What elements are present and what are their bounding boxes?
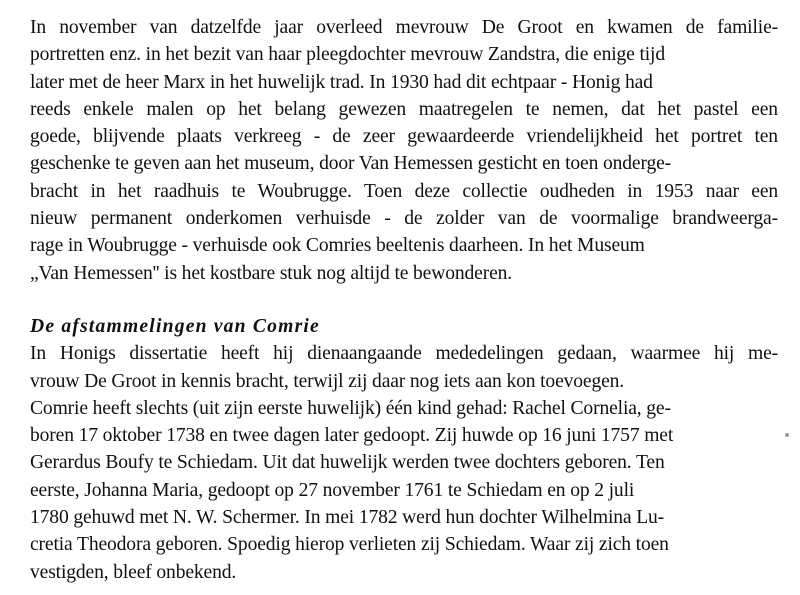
paragraph-museum-history — [30, 14, 778, 287]
text-line: geschenke te geven aan het museum, door Van Hemessen gesticht en toen onderge- — [30, 153, 672, 175]
text-line: In Honigs dissertatie heeft hij dienaangaande mededelingen gedaan, waarmee hij me- — [30, 343, 779, 365]
text-line: reeds enkele malen op het belang gewezen maatregelen te nemen, dat het pastel een — [30, 98, 778, 120]
text-line: boren 17 oktober 1738 en twee dagen later gedoopt. Zij huwde op 16 juni 1757 met — [30, 425, 674, 447]
paragraph-descendants — [30, 340, 778, 586]
text-line: bracht in het raadhuis te Woubrugge. Toen deze collectie oudheden in 1953 naar een — [30, 180, 779, 202]
document-page — [30, 14, 778, 586]
text-line: portretten enz. in het bezit van haar pleegdochter mevrouw Zandstra, die enige tijd — [30, 44, 665, 66]
text-line: 1780 gehuwd met N. W. Schermer. In mei 1782 werd hun dochter Wilhelmina Lu- — [30, 507, 665, 529]
section-heading: De afstammelingen van Comrie — [30, 315, 320, 337]
text-line: „Van Hemessen'' is het kostbare stuk nog altijd te bewonderen. — [30, 262, 513, 284]
text-line: In november van datzelfde jaar overleed mevrouw De Groot en kwamen de familie- — [30, 17, 778, 38]
text-line: rage in Woubrugge - verhuisde ook Comries beeltenis daarheen. In het Museum — [30, 235, 645, 257]
text-line: Comrie heeft slechts (uit zijn eerste huwelijk) één kind gehad: Rachel Cornelia, ge- — [30, 397, 671, 419]
text-line: vrouw De Groot in kennis bracht, terwijl zij daar nog iets aan kon toevoegen. — [30, 370, 625, 392]
scan-speck — [785, 433, 789, 437]
text-line: later met de heer Marx in het huwelijk trad. In 1930 had dit echtpaar - Honig had — [30, 71, 653, 93]
paragraph-spacer — [30, 287, 778, 313]
text-line: vestigden, bleef onbekend. — [30, 561, 237, 583]
text-line: Gerardus Boufy te Schiedam. Uit dat huwelijk werden twee dochters geboren. Ten — [30, 452, 665, 474]
text-line: nieuw permanent onderkomen verhuisde - de zolder van de voormalige brandweerga- — [30, 208, 778, 230]
text-line: goede, blijvende plaats verkreeg - de zeer gewaardeerde vriendelijkheid het portret ten — [30, 126, 778, 148]
text-line: cretia Theodora geboren. Spoedig hierop verlieten zij Schiedam. Waar zij zich toen — [30, 534, 669, 556]
text-line: eerste, Johanna Maria, gedoopt op 27 november 1761 te Schiedam en op 2 juli — [30, 479, 635, 501]
